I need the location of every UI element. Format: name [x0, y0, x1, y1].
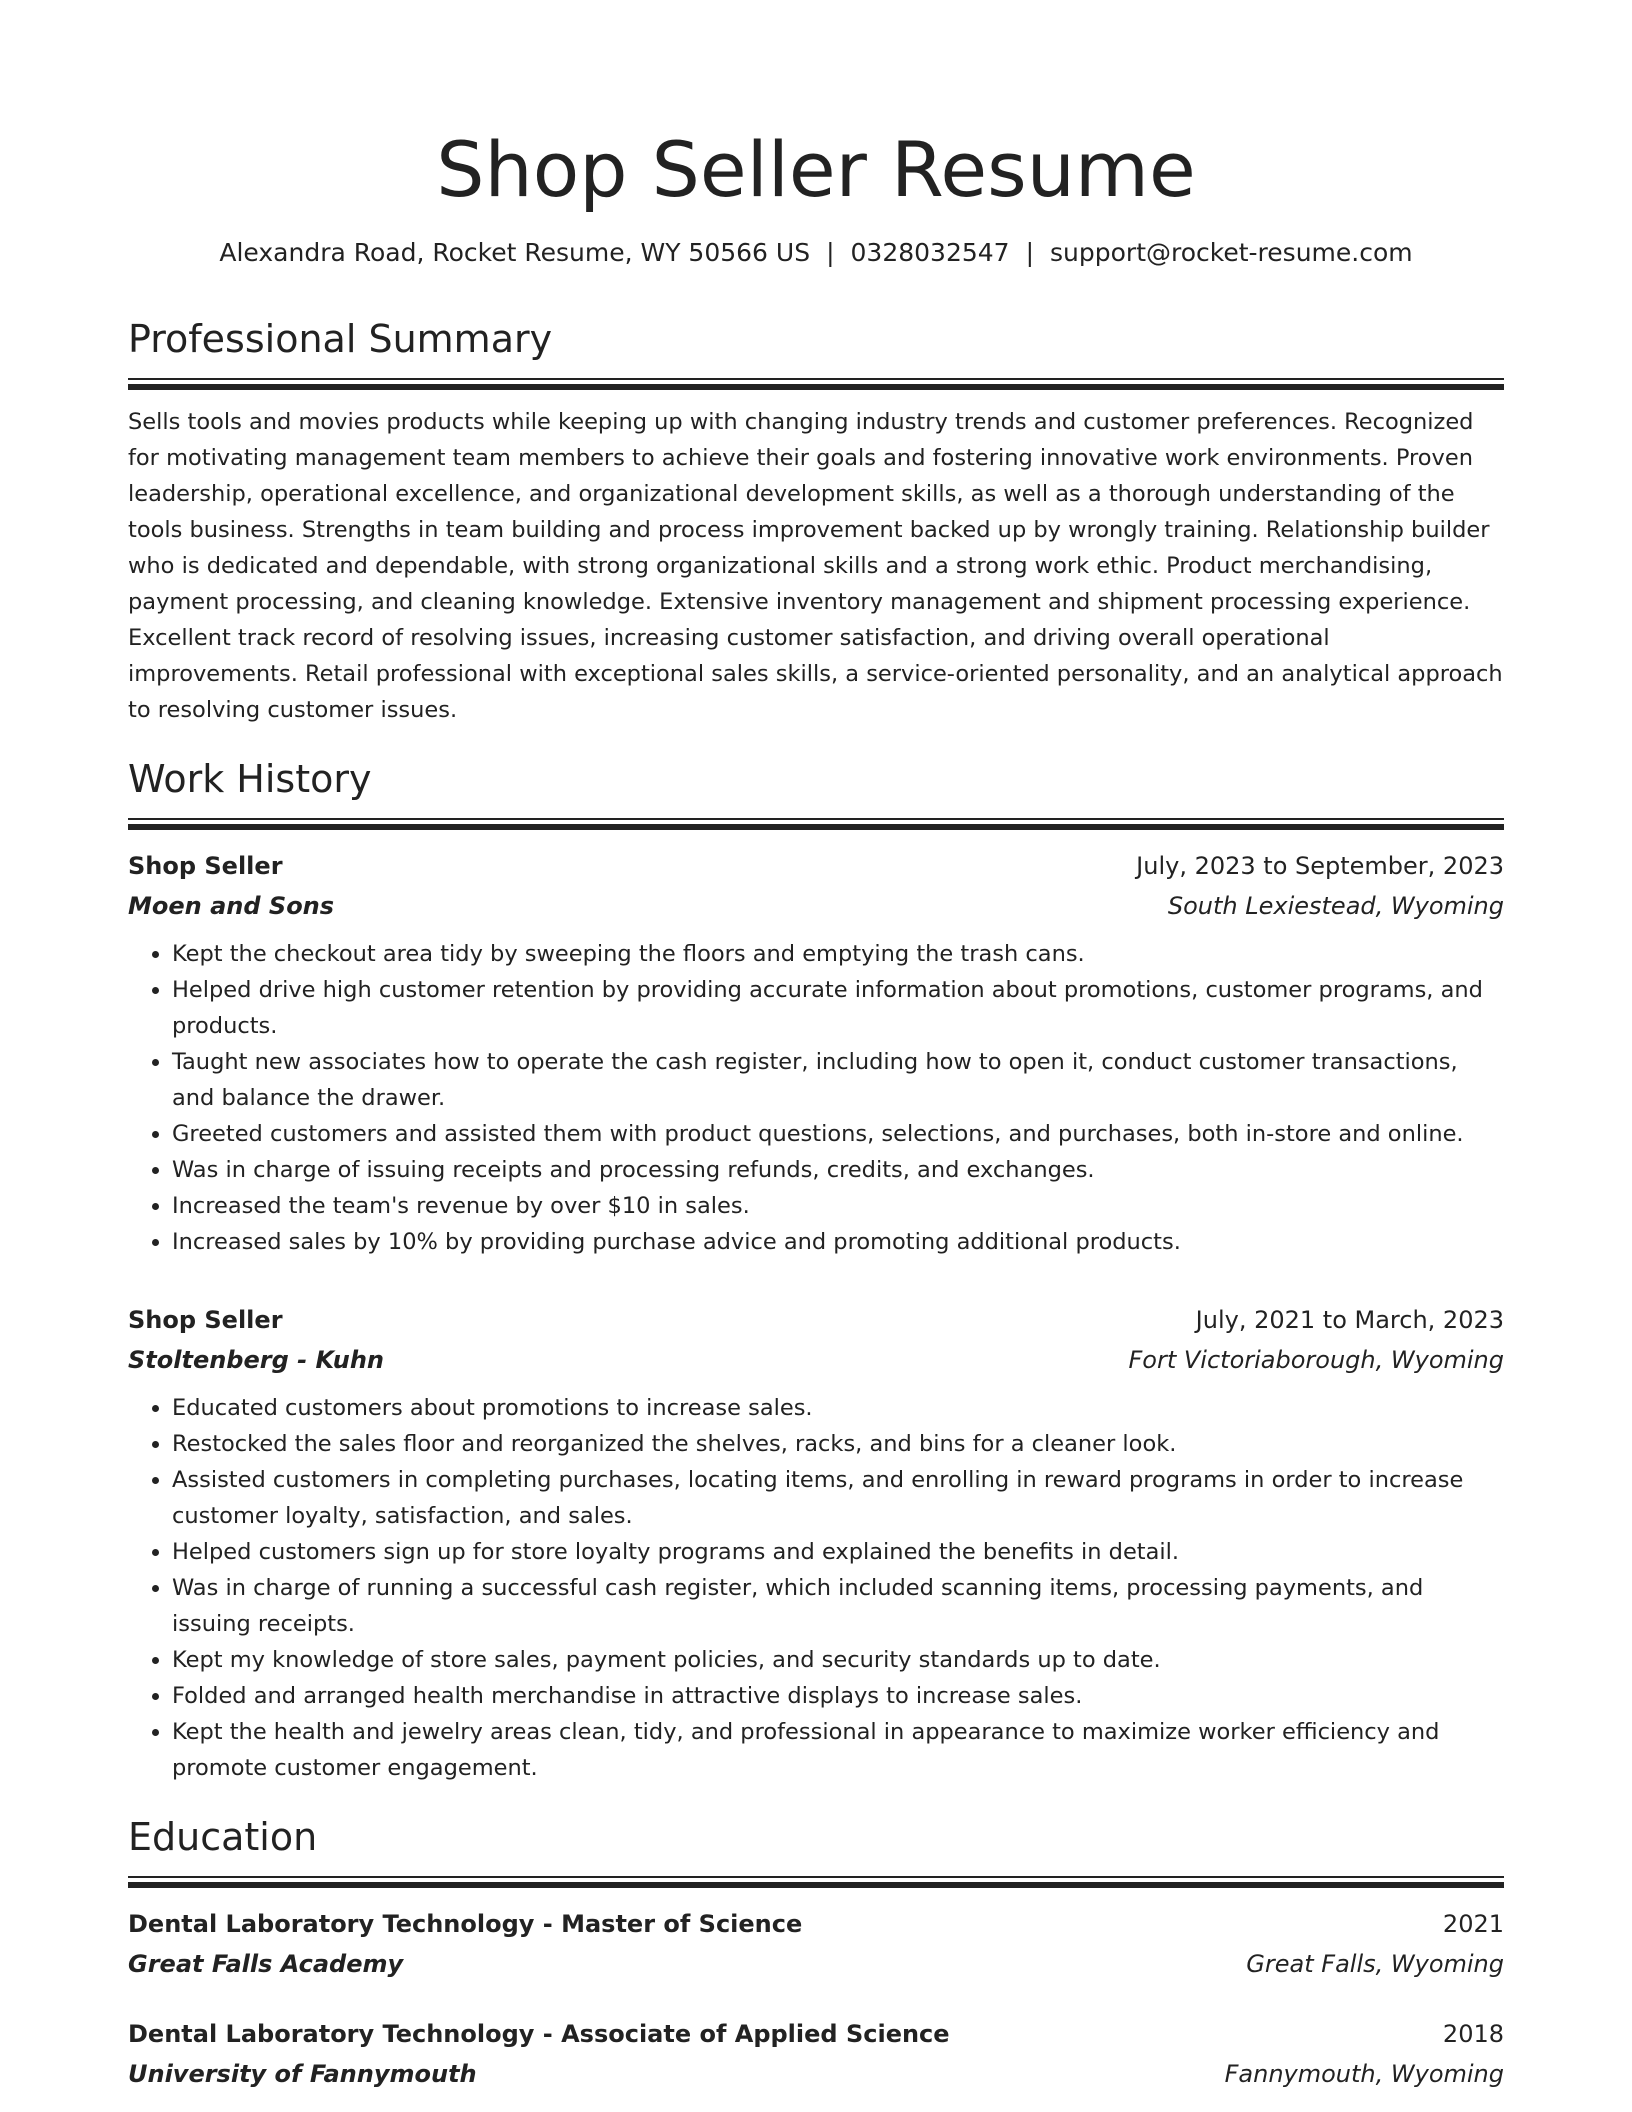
education-degree: Dental Laboratory Technology - Associate of Applied Science — [128, 2020, 950, 2048]
job-entry — [128, 1300, 1504, 1786]
list-item: • Was in charge of running a successful cash register, which included scanning items, processing payments, and issuing receipts. — [172, 1570, 1504, 1642]
education-location: Great Falls, Wyoming — [1246, 1950, 1504, 1978]
list-item: • Increased sales by 10% by providing purchase advice and promoting additional products. — [172, 1224, 1504, 1260]
education-school: Great Falls Academy — [128, 1950, 404, 1978]
list-item: • Restocked the sales floor and reorganized the shelves, racks, and bins for a cleaner look. — [172, 1426, 1504, 1462]
job-title: Shop Seller — [128, 852, 283, 880]
contact-separator: | — [826, 238, 835, 267]
list-item: • Helped customers sign up for store loyalty programs and explained the benefits in detail. — [172, 1534, 1504, 1570]
job-location: Fort Victoriaborough, Wyoming — [1128, 1346, 1504, 1374]
education-school: University of Fannymouth — [128, 2060, 477, 2088]
summary-section — [128, 314, 1504, 728]
education-year: 2018 — [1442, 2020, 1504, 2048]
section-divider — [128, 1876, 1504, 1888]
list-item: • Was in charge of issuing receipts and processing refunds, credits, and exchanges. — [172, 1152, 1504, 1188]
job-bullet-list — [128, 1390, 1504, 1786]
job-company-row — [128, 886, 1504, 926]
contact-address: Alexandra Road, Rocket Resume, WY 50566 US — [219, 238, 811, 267]
education-location: Fannymouth, Wyoming — [1224, 2060, 1504, 2088]
job-dates: July, 2021 to March, 2023 — [1195, 1306, 1504, 1334]
education-entry — [128, 1904, 1504, 1984]
education-degree: Dental Laboratory Technology - Master of Science — [128, 1910, 803, 1938]
list-item: • Kept the health and jewelry areas clean, tidy, and professional in appearance to maximize worker efficiency and promote customer engagement. — [172, 1714, 1504, 1786]
education-school-row — [128, 1944, 1504, 1984]
list-item: • Folded and arranged health merchandise in attractive displays to increase sales. — [172, 1678, 1504, 1714]
contact-separator: | — [1025, 238, 1035, 267]
education-header-row — [128, 1904, 1504, 1944]
list-item: • Kept the checkout area tidy by sweeping the floors and emptying the trash cans. — [172, 936, 1504, 972]
contact-phone: 0328032547 — [850, 238, 1010, 267]
page-title: Shop Seller Resume — [436, 125, 1196, 214]
list-item: • Helped drive high customer retention by providing accurate information about promotions, customer programs, and products. — [172, 972, 1504, 1044]
work-history-heading: Work History — [128, 757, 372, 801]
job-header-row — [128, 1300, 1504, 1340]
contact-line — [128, 236, 1504, 270]
education-header-row — [128, 2014, 1504, 2054]
job-dates: July, 2023 to September, 2023 — [1136, 852, 1504, 880]
list-item: • Increased the team's revenue by over $10 in sales. — [172, 1188, 1504, 1224]
job-location: South Lexiestead, Wyoming — [1167, 892, 1504, 920]
list-item: • Taught new associates how to operate the cash register, including how to open it, conduct customer transactions, and balance the drawer. — [172, 1044, 1504, 1116]
summary-heading: Professional Summary — [128, 317, 553, 361]
list-item: • Greeted customers and assisted them with product questions, selections, and purchases, both in-store and online. — [172, 1116, 1504, 1152]
list-item: • Kept my knowledge of store sales, payment policies, and security standards up to date. — [172, 1642, 1504, 1678]
work-history-section — [128, 754, 1504, 1786]
education-entry — [128, 2014, 1504, 2094]
job-company: Stoltenberg - Kuhn — [128, 1346, 384, 1374]
job-title: Shop Seller — [128, 1306, 283, 1334]
contact-email: support@rocket-resume.com — [1050, 238, 1413, 267]
job-company: Moen and Sons — [128, 892, 335, 920]
summary-text: Sells tools and movies products while keeping up with changing industry trends and customer preferences. Recognized for motivating management team members to achieve their goals and fostering innovative work environments. Proven leadership, operational excellence, and organizational development skills, as well as a thorough understanding of the tools business. Strengths in team building and process improvement backed up by wrongly training. Relationship builder who is dedicated and dependable, with strong organizational skills and a strong work ethic. Product merchandising, payment processing, and cleaning knowledge. Extensive inventory management and shipment processing experience. Excellent track record of resolving issues, increasing customer satisfaction, and driving overall operational improvements. Retail professional with exceptional sales skills, a service-oriented personality, and an analytical approach to resolving customer issues. — [128, 409, 1503, 723]
education-heading: Education — [128, 1815, 318, 1859]
list-item: • Assisted customers in completing purchases, locating items, and enrolling in reward programs in order to increase customer loyalty, satisfaction, and sales. — [172, 1462, 1504, 1534]
education-school-row — [128, 2054, 1504, 2094]
section-divider — [128, 818, 1504, 830]
education-year: 2021 — [1442, 1910, 1504, 1938]
education-section — [128, 1812, 1504, 2094]
job-bullet-list — [128, 936, 1504, 1260]
job-company-row — [128, 1340, 1504, 1380]
list-item: • Educated customers about promotions to increase sales. — [172, 1390, 1504, 1426]
job-entry — [128, 846, 1504, 1260]
section-divider — [128, 378, 1504, 390]
job-header-row — [128, 846, 1504, 886]
